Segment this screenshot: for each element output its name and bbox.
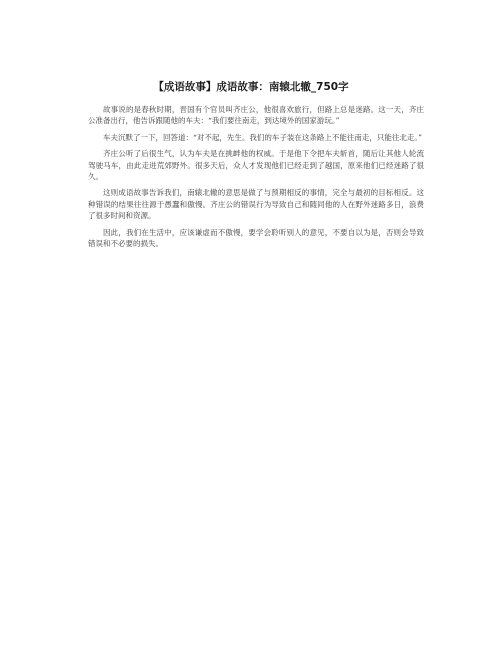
paragraph-2: 车夫沉默了一下，回答道：“对不起，先生。我们的车子装在这条路上不能往南走，只能往北走。”	[103, 132, 422, 142]
paragraph-1: 故事说的是春秋时期，晋国有个官员叫齐庄公，他很喜欢旅行，但路上总是迷路。这一天，齐庄公准备出行，他告诉跟随他的车夫：“我们要往南走，到达境外的国家游玩。”	[88, 105, 424, 126]
paragraph-3: 齐庄公听了后很生气，认为车夫是在挑衅他的权威。于是他下令把车夫斩首，随后让其他人轮流驾驶马车，由此走进荒郊野外。很多天后，众人才发现他们已经走到了越国，原来他们已经迷路了很久。	[88, 149, 424, 182]
paragraph-4: 这则成语故事告诉我们，南辕北辙的意思是做了与预期相反的事情，完全与最初的目标相反。这种错误的结果往往源于愚蠢和傲慢。齐庄公的错误行为导致自己和随同他的人在野外迷路多日，浪费了很多时间和资源。	[88, 188, 424, 221]
document-title: 【成语故事】成语故事：南辕北辙_750字	[153, 81, 349, 93]
document-body	[88, 104, 424, 254]
paragraph-5: 因此，我们在生活中，应该谦虚而不傲慢，要学会聆听别人的意见，不要自以为是，否则会导致错误和不必要的损失。	[88, 227, 424, 249]
